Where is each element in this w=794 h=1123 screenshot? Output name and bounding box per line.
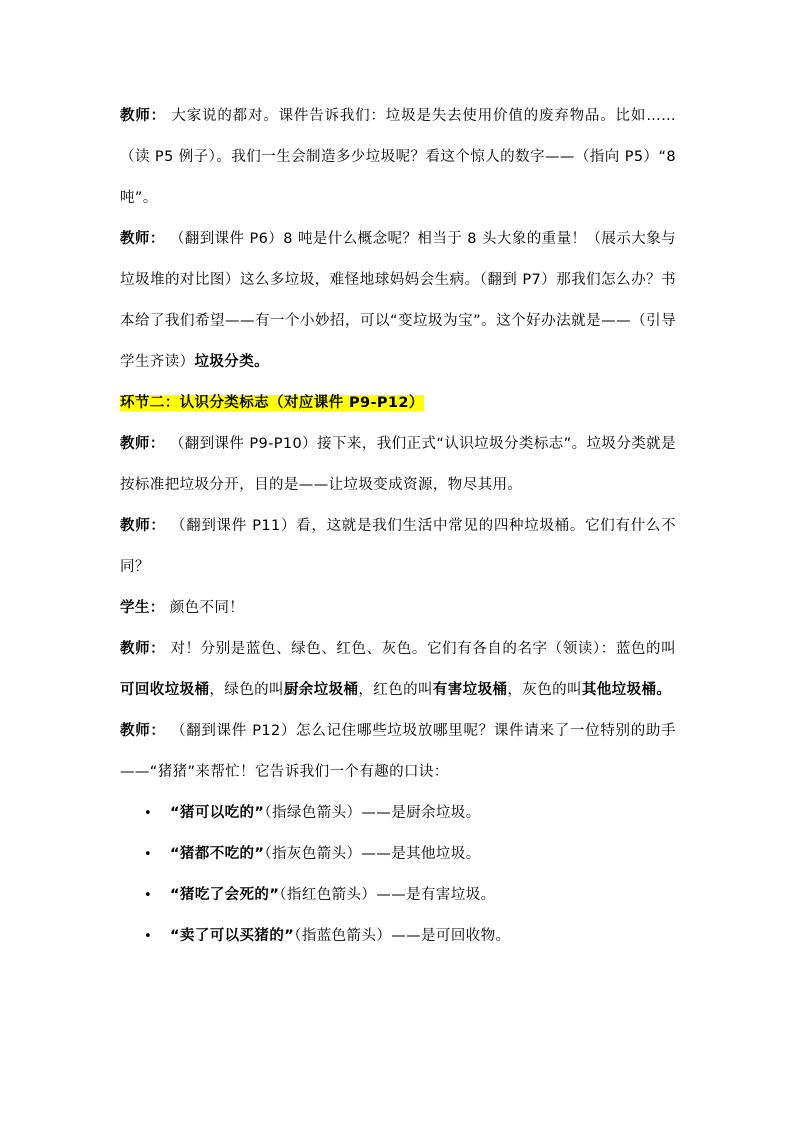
bold-term: 可回收垃圾桶 [120,682,210,698]
list-item-text: （指红色箭头）——是有害垃圾。 [279,887,496,903]
bold-term: 有害垃圾桶 [432,682,508,698]
bullet-icon: • [144,806,153,821]
speaker-label: 教师： [120,518,166,534]
paragraph-text: （翻到课件 P6）8 吨是什么概念呢？相当于 8 头大象的重量！（展示大象与垃圾堆的对比图）这么多垃圾，难怪地球妈妈会生病。（翻到 P7）那我们怎么办？书本给了我们希望——有一个小妙招，可以“变垃圾为宝”。这个好办法就是——（引导学生齐读） [120,231,676,370]
mnemonic-list [120,793,676,957]
bold-term: “猪吃了会死的” [170,887,280,903]
bullet-icon: • [144,929,153,944]
bold-term: “猪可以吃的” [170,805,265,821]
paragraph-3 [120,424,676,506]
section-heading [120,383,676,424]
bullet-icon: • [144,888,153,903]
paragraph-5 [120,588,676,629]
list-item [120,875,676,916]
paragraph-1 [120,96,676,219]
paragraph-text: （翻到课件 P11）看，这就是我们生活中常见的四种垃圾桶。它们有什么不同？ [120,518,677,575]
section-title-highlighted: 环节二：认识分类标志（对应课件 P9-P12） [120,395,424,411]
bold-term: 其他垃圾桶。 [581,682,672,698]
speaker-label: 教师： [120,641,166,657]
speaker-label: 教师： [120,436,165,452]
paragraph-4 [120,506,676,588]
speaker-label: 教师： [120,108,166,124]
list-item [120,793,676,834]
paragraph-text: （翻到课件 P9-P10）接下来，我们正式“认识垃圾分类标志”。垃圾分类就是按标准把垃圾分开，目的是——让垃圾变成资源，物尽其用。 [120,436,676,493]
paragraph-text: 大家说的都对。课件告诉我们：垃圾是失去使用价值的废弃物品。比如……（读 P5 例子）。我们一生会制造多少垃圾呢？看这个惊人的数字——（指向 P5）“8 吨”。 [120,108,676,206]
speaker-label: 教师： [120,231,165,247]
paragraph-text: 对！分别是蓝色、绿色、红色、灰色。它们有各自的名字（领读）：蓝色的叫 [165,641,676,657]
speaker-label: 教师： [120,723,166,739]
paragraph-text: 颜色不同！ [164,600,245,616]
bold-term: “卖了可以买猪的” [170,928,295,944]
paragraph-7 [120,711,676,793]
list-item [120,834,676,875]
list-item-text: （指蓝色箭头）——是可回收物。 [294,928,511,944]
paragraph-text: ，红色的叫 [358,682,433,698]
list-item-text: （指灰色箭头）——是其他垃圾。 [264,846,481,862]
paragraph-6 [120,629,676,711]
bullet-icon: • [144,847,153,862]
bold-term: 垃圾分类。 [194,354,269,370]
list-item-text: （指绿色箭头）——是厨余垃圾。 [264,805,481,821]
bold-term: 厨余垃圾桶 [283,682,359,698]
paragraph-text: ，绿色的叫 [209,682,284,698]
document-body [120,96,676,957]
bold-term: “猪都不吃的” [170,846,265,862]
speaker-label: 学生： [120,600,165,616]
paragraph-text: ，灰色的叫 [507,682,582,698]
list-item [120,916,676,957]
paragraph-2 [120,219,676,383]
paragraph-text: （翻到课件 P12）怎么记住哪些垃圾放哪里呢？课件请来了一位特别的助手——“猪猪”来帮忙！它告诉我们一个有趣的口诀： [120,723,677,780]
